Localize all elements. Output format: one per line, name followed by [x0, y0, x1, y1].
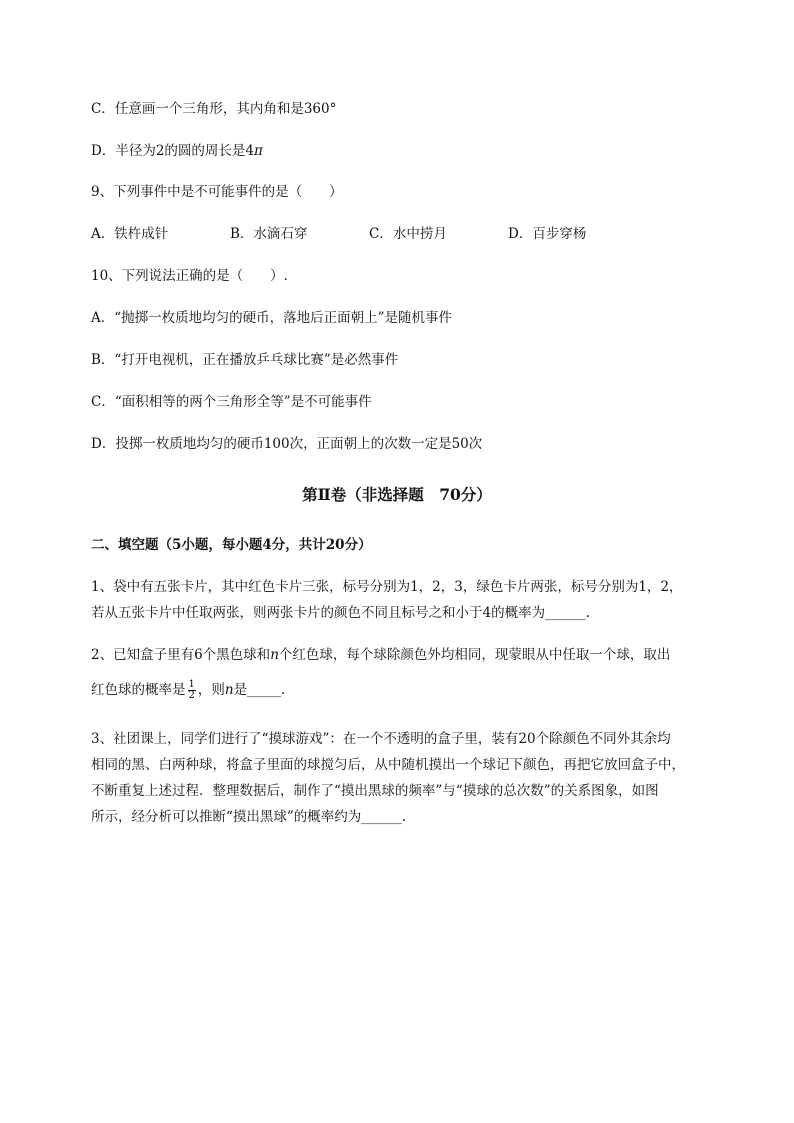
q9-options: [91, 224, 651, 244]
fill1-line2: 若从五张卡片中任取两张，则两张卡片的颜色不同且标号之和小于4的概率为______.: [91, 605, 590, 621]
fill3-line1: 3、社团课上，同学们进行了“摸球游戏”：在一个不透明的盒子里，装有20个除颜色不同外其余均: [91, 731, 671, 747]
fill-in-section-heading: 二、填空题（5小题，每小题4分，共计20分）: [91, 537, 372, 553]
q9-option-a: A．铁杵成针: [91, 226, 169, 242]
fill2-text-d: ，则: [197, 682, 225, 698]
fraction-denominator: 2: [188, 690, 195, 701]
fraction-numerator: 1: [188, 679, 195, 690]
q9-option-d: D．百步穿杨: [508, 226, 587, 242]
q8-option-d-text: D．半径为2的圆的周长是4: [91, 143, 255, 159]
fill2-text-e: 是_____.: [233, 682, 286, 698]
fill1-line1: 1、袋中有五张卡片，其中红色卡片三张，标号分别为1，2，3，绿色卡片两张，标号分别为1，2，: [91, 579, 683, 595]
q10-option-a: A．“抛掷一枚质地均匀的硬币，落地后正面朝上”是随机事件: [91, 310, 453, 326]
variable-n: n: [270, 647, 279, 663]
fill2-line1: [91, 645, 670, 665]
fill2-line2: [91, 677, 285, 703]
q8-option-c: C．任意画一个三角形，其内角和是360°: [91, 101, 337, 117]
fill2-text-b: 个红色球，每个球除颜色外均相同，现蒙眼从中任取一个球，取出: [278, 647, 671, 663]
variable-n-2: n: [224, 682, 234, 698]
q9-option-c: C．水中捞月: [369, 226, 447, 242]
q9-stem: 9、下列事件中是不可能事件的是（ ）: [91, 184, 343, 200]
fill2-text-c: 红色球的概率是: [91, 682, 186, 698]
part-two-title: 第Ⅱ卷（非选择题 70分）: [302, 485, 492, 504]
q9-option-b: B．水滴石穿: [230, 226, 308, 242]
pi-symbol: π: [254, 143, 263, 159]
q8-option-d: [91, 141, 263, 161]
q10-option-d: D．投掷一枚质地均匀的硬币100次，正面朝上的次数一定是50次: [91, 436, 483, 452]
q10-option-c: C．“面积相等的两个三角形全等”是不可能事件: [91, 394, 372, 410]
fill3-line2: 相同的黑、白两种球，将盒子里面的球搅匀后，从中随机摸出一个球记下颜色，再把它放回盒子中，: [91, 757, 685, 773]
q10-stem: 10、下列说法正确的是（ ）.: [91, 268, 288, 284]
fill2-text-a: 2、已知盒子里有6个黑色球和: [91, 647, 271, 663]
fill3-line3: 不断重复上述过程．整理数据后，制作了“摸出黑球的频率”与“摸球的总次数”的关系图象，如图: [91, 783, 659, 799]
fraction-one-half: [188, 680, 196, 701]
fill3-line4: 所示，经分析可以推断“摸出黑球”的概率约为______.: [91, 809, 407, 825]
q10-option-b: B．“打开电视机，正在播放乒乓球比赛”是必然事件: [91, 352, 399, 368]
